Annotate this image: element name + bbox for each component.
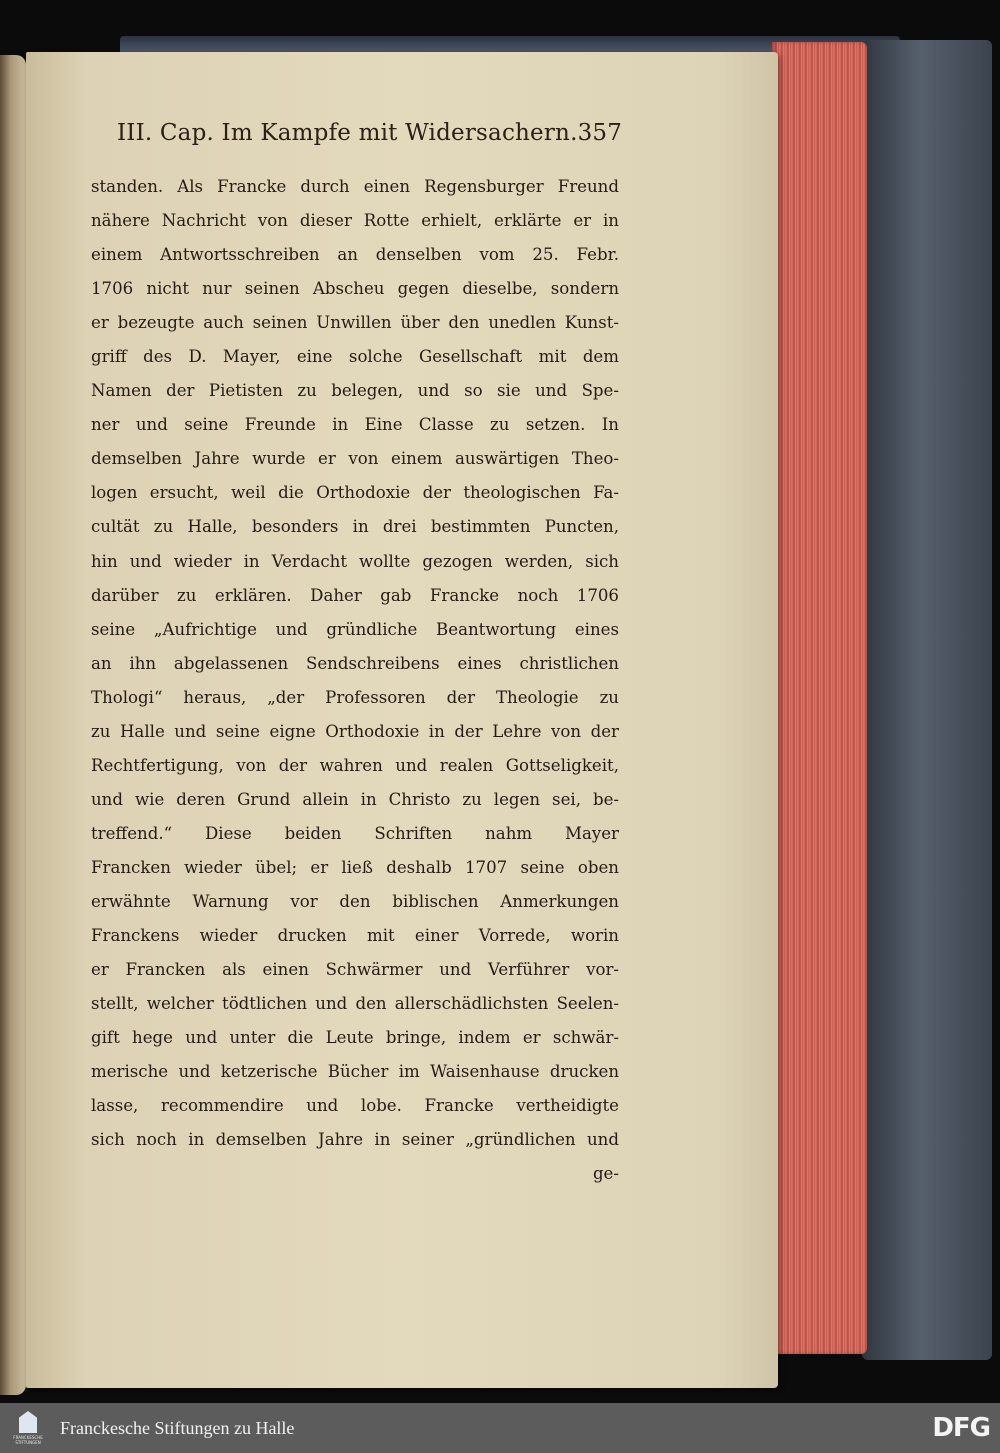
text-line: Rechtfertigung, von der wahren und realen Gottseligkeit, bbox=[91, 755, 619, 775]
text-line: sich noch in demselben Jahre in seiner „gründlichen und bbox=[91, 1130, 619, 1150]
dfg-logo: DFG bbox=[932, 1413, 990, 1443]
institution-name: Franckesche Stiftungen zu Halle bbox=[60, 1417, 295, 1438]
body-text bbox=[91, 170, 619, 1191]
text-line: erwähnte Warnung vor den biblischen Anmerkungen bbox=[91, 891, 619, 911]
text-line: lasse, recommendire und lobe. Francke vertheidigte bbox=[91, 1096, 619, 1116]
text-line: nähere Nachricht von dieser Rotte erhielt, erklärte er in bbox=[91, 211, 619, 231]
page-edges-red bbox=[772, 42, 867, 1354]
text-line: merische und ketzerische Bücher im Waisenhause drucken bbox=[91, 1062, 619, 1082]
text-line: Francken wieder übel; er ließ deshalb 1707 seine oben bbox=[91, 857, 619, 877]
building-icon bbox=[19, 1411, 37, 1433]
text-line: 1706 nicht nur seinen Abscheu gegen dieselbe, sondern bbox=[91, 279, 619, 299]
text-line: hin und wieder in Verdacht wollte gezogen werden, sich bbox=[91, 551, 619, 571]
text-line: Namen der Pietisten zu belegen, und so sie und Spe- bbox=[91, 381, 619, 401]
page-number: 357 bbox=[577, 120, 623, 146]
catchword: ge- bbox=[592, 1164, 619, 1184]
text-line: logen ersucht, weil die Orthodoxie der theologischen Fa- bbox=[91, 483, 619, 503]
chapter-title: III. Cap. Im Kampfe mit Widersachern. bbox=[117, 120, 578, 146]
text-line: seine „Aufrichtige und gründliche Beantwortung eines bbox=[91, 619, 619, 639]
text-line: standen. Als Francke durch einen Regensburger Freund bbox=[91, 177, 619, 196]
footer-bar bbox=[0, 1403, 1000, 1453]
text-line: demselben Jahre wurde er von einem auswärtigen Theo- bbox=[91, 449, 619, 469]
text-line: cultät zu Halle, besonders in drei bestimmten Puncten, bbox=[91, 517, 619, 537]
text-line: an ihn abgelassenen Sendschreibens eines christlichen bbox=[91, 653, 619, 673]
text-line: ner und seine Freunde in Eine Classe zu setzen. In bbox=[91, 415, 619, 435]
text-line: gift hege und unter die Leute bringe, indem er schwär- bbox=[91, 1028, 619, 1048]
book-cover-right bbox=[862, 40, 992, 1360]
text-line: einem Antwortsschreiben an denselben vom 25. Febr. bbox=[91, 245, 619, 265]
text-line: Franckens wieder drucken mit einer Vorrede, worin bbox=[91, 926, 619, 946]
text-line: zu Halle und seine eigne Orthodoxie in der Lehre von der bbox=[91, 721, 619, 741]
franckesche-stiftungen-logo bbox=[8, 1407, 48, 1449]
text-line: und wie deren Grund allein in Christo zu legen sei, be- bbox=[91, 789, 619, 809]
facing-page-edge bbox=[0, 55, 26, 1395]
text-line: er Francken als einen Schwärmer und Verführer vor- bbox=[91, 960, 619, 980]
running-header bbox=[117, 112, 623, 154]
text-line: griff des D. Mayer, eine solche Gesellschaft mit dem bbox=[91, 347, 619, 367]
text-line: stellt, welcher tödtlichen und den allerschädlichsten Seelen- bbox=[91, 994, 619, 1014]
logo-caption: FRANCKESCHE STIFTUNGEN bbox=[13, 1435, 43, 1445]
text-line: darüber zu erklären. Daher gab Francke noch 1706 bbox=[91, 585, 619, 605]
text-line: treffend.“ Diese beiden Schriften nahm Mayer bbox=[91, 823, 619, 843]
text-line: Thologi“ heraus, „der Professoren der Theologie zu bbox=[91, 687, 619, 707]
text-line: er bezeugte auch seinen Unwillen über den unedlen Kunst- bbox=[91, 313, 619, 333]
